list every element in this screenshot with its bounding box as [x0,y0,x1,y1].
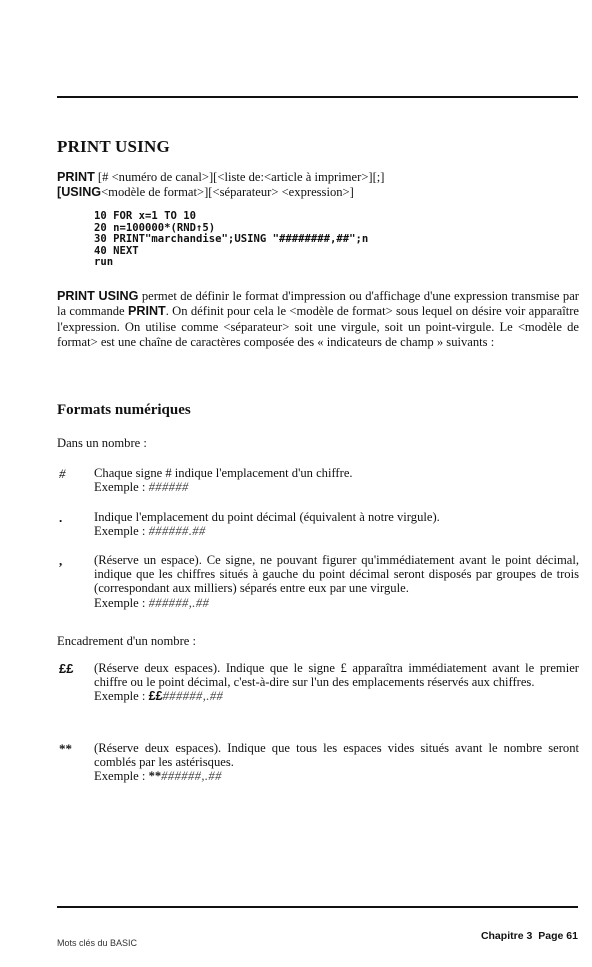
item-symbol: . [59,510,63,525]
footer-chapter: Chapitre 3 [480,930,533,942]
item-example: Exemple : ££######,.## [94,689,224,704]
code-line: 20 n=100000*(RND↑5) [94,221,216,234]
list-item [57,661,579,723]
intro-keyword: PRINT USING [57,289,139,303]
list-item [57,741,579,787]
item-description: (Réserve deux espaces). Indique que le signe £ apparaîtra immédiatement avant le premier chiffre ou le point décimal, c'est-à-dire sur l'un des emplacements réservés aux chiffres. Exemple : ££######,.## [94,661,579,704]
syntax-keyword-print: PRINT [57,170,95,184]
intro-paragraph [57,289,579,351]
code-line: 40 NEXT [94,244,139,257]
framing-label: Encadrement d'un nombre : [57,634,197,648]
footer-page-info [470,930,578,942]
item-symbol: # [59,466,66,481]
item-example: Exemple : ######,.## [94,595,210,610]
footer-book-title: Mots clés du BASIC [57,938,138,948]
code-line: 30 PRINT"marchandise";USING "########,##";n [94,233,369,246]
item-example: Exemple : ###### [94,480,189,495]
item-symbol: ** [59,741,72,756]
top-rule [57,96,578,98]
item-example: Exemple : ######.## [94,524,206,539]
code-line: run [94,256,114,269]
subsection-title: Formats numériques [57,402,191,418]
item-example: Exemple : **######,.## [94,769,222,784]
list-item [57,466,579,496]
item-symbol: , [59,553,63,568]
in-number-label: Dans un nombre : [57,436,147,450]
section-title: PRINT USING [57,137,170,156]
syntax-rest-2: <modèle de format>][<séparateur> <expression>] [101,185,354,199]
item-symbol: ££ [59,661,74,676]
intro-keyword-print: PRINT [127,304,166,319]
syntax-keyword-using: [USING [57,185,102,199]
item-description: (Réserve deux espaces). Indique que tous les espaces vides situés avant le nombre seront comblés par les astérisques. Exemple : **######,.## [94,741,579,784]
footer-page-number: Page 61 [538,930,578,942]
code-line: 10 FOR x=1 TO 10 [94,210,197,222]
intro-text-2: . On définit pour cela le <modèle de format> sous lequel on désire voir apparaître l'expression. On utilise comme <séparateur> soit une virgule, soit un point-virgule. Le <modèle de format> est une chaîne de caractères composée des « indicateurs de champ » suivants : [57,304,579,350]
item-description: Indique l'emplacement du point décimal (équivalent à notre virgule). Exemple : ######.## [94,510,579,538]
list-item [57,510,579,540]
code-listing [94,211,368,269]
item-description: (Réserve un espace). Ce signe, ne pouvant figurer qu'immédiatement avant le point décimal, indique que les chiffres situés à gauche du point décimal seront disposés par groupes de trois (correspondant aux milliers) séparés entre eux par une virgule. Exemple : ######,.## [94,553,579,610]
list-item [57,553,579,615]
intro-text-1: permet de définir le format d'impression ou d'affichage d'une expression transmise par la commande [57,289,579,319]
item-description: Chaque signe # indique l'emplacement d'un chiffre. Exemple : ###### [94,466,579,494]
syntax-block [57,170,577,200]
bottom-rule [57,906,578,908]
syntax-rest-1: [# <numéro de canal>][<liste de:<article à imprimer>][;] [94,170,385,184]
